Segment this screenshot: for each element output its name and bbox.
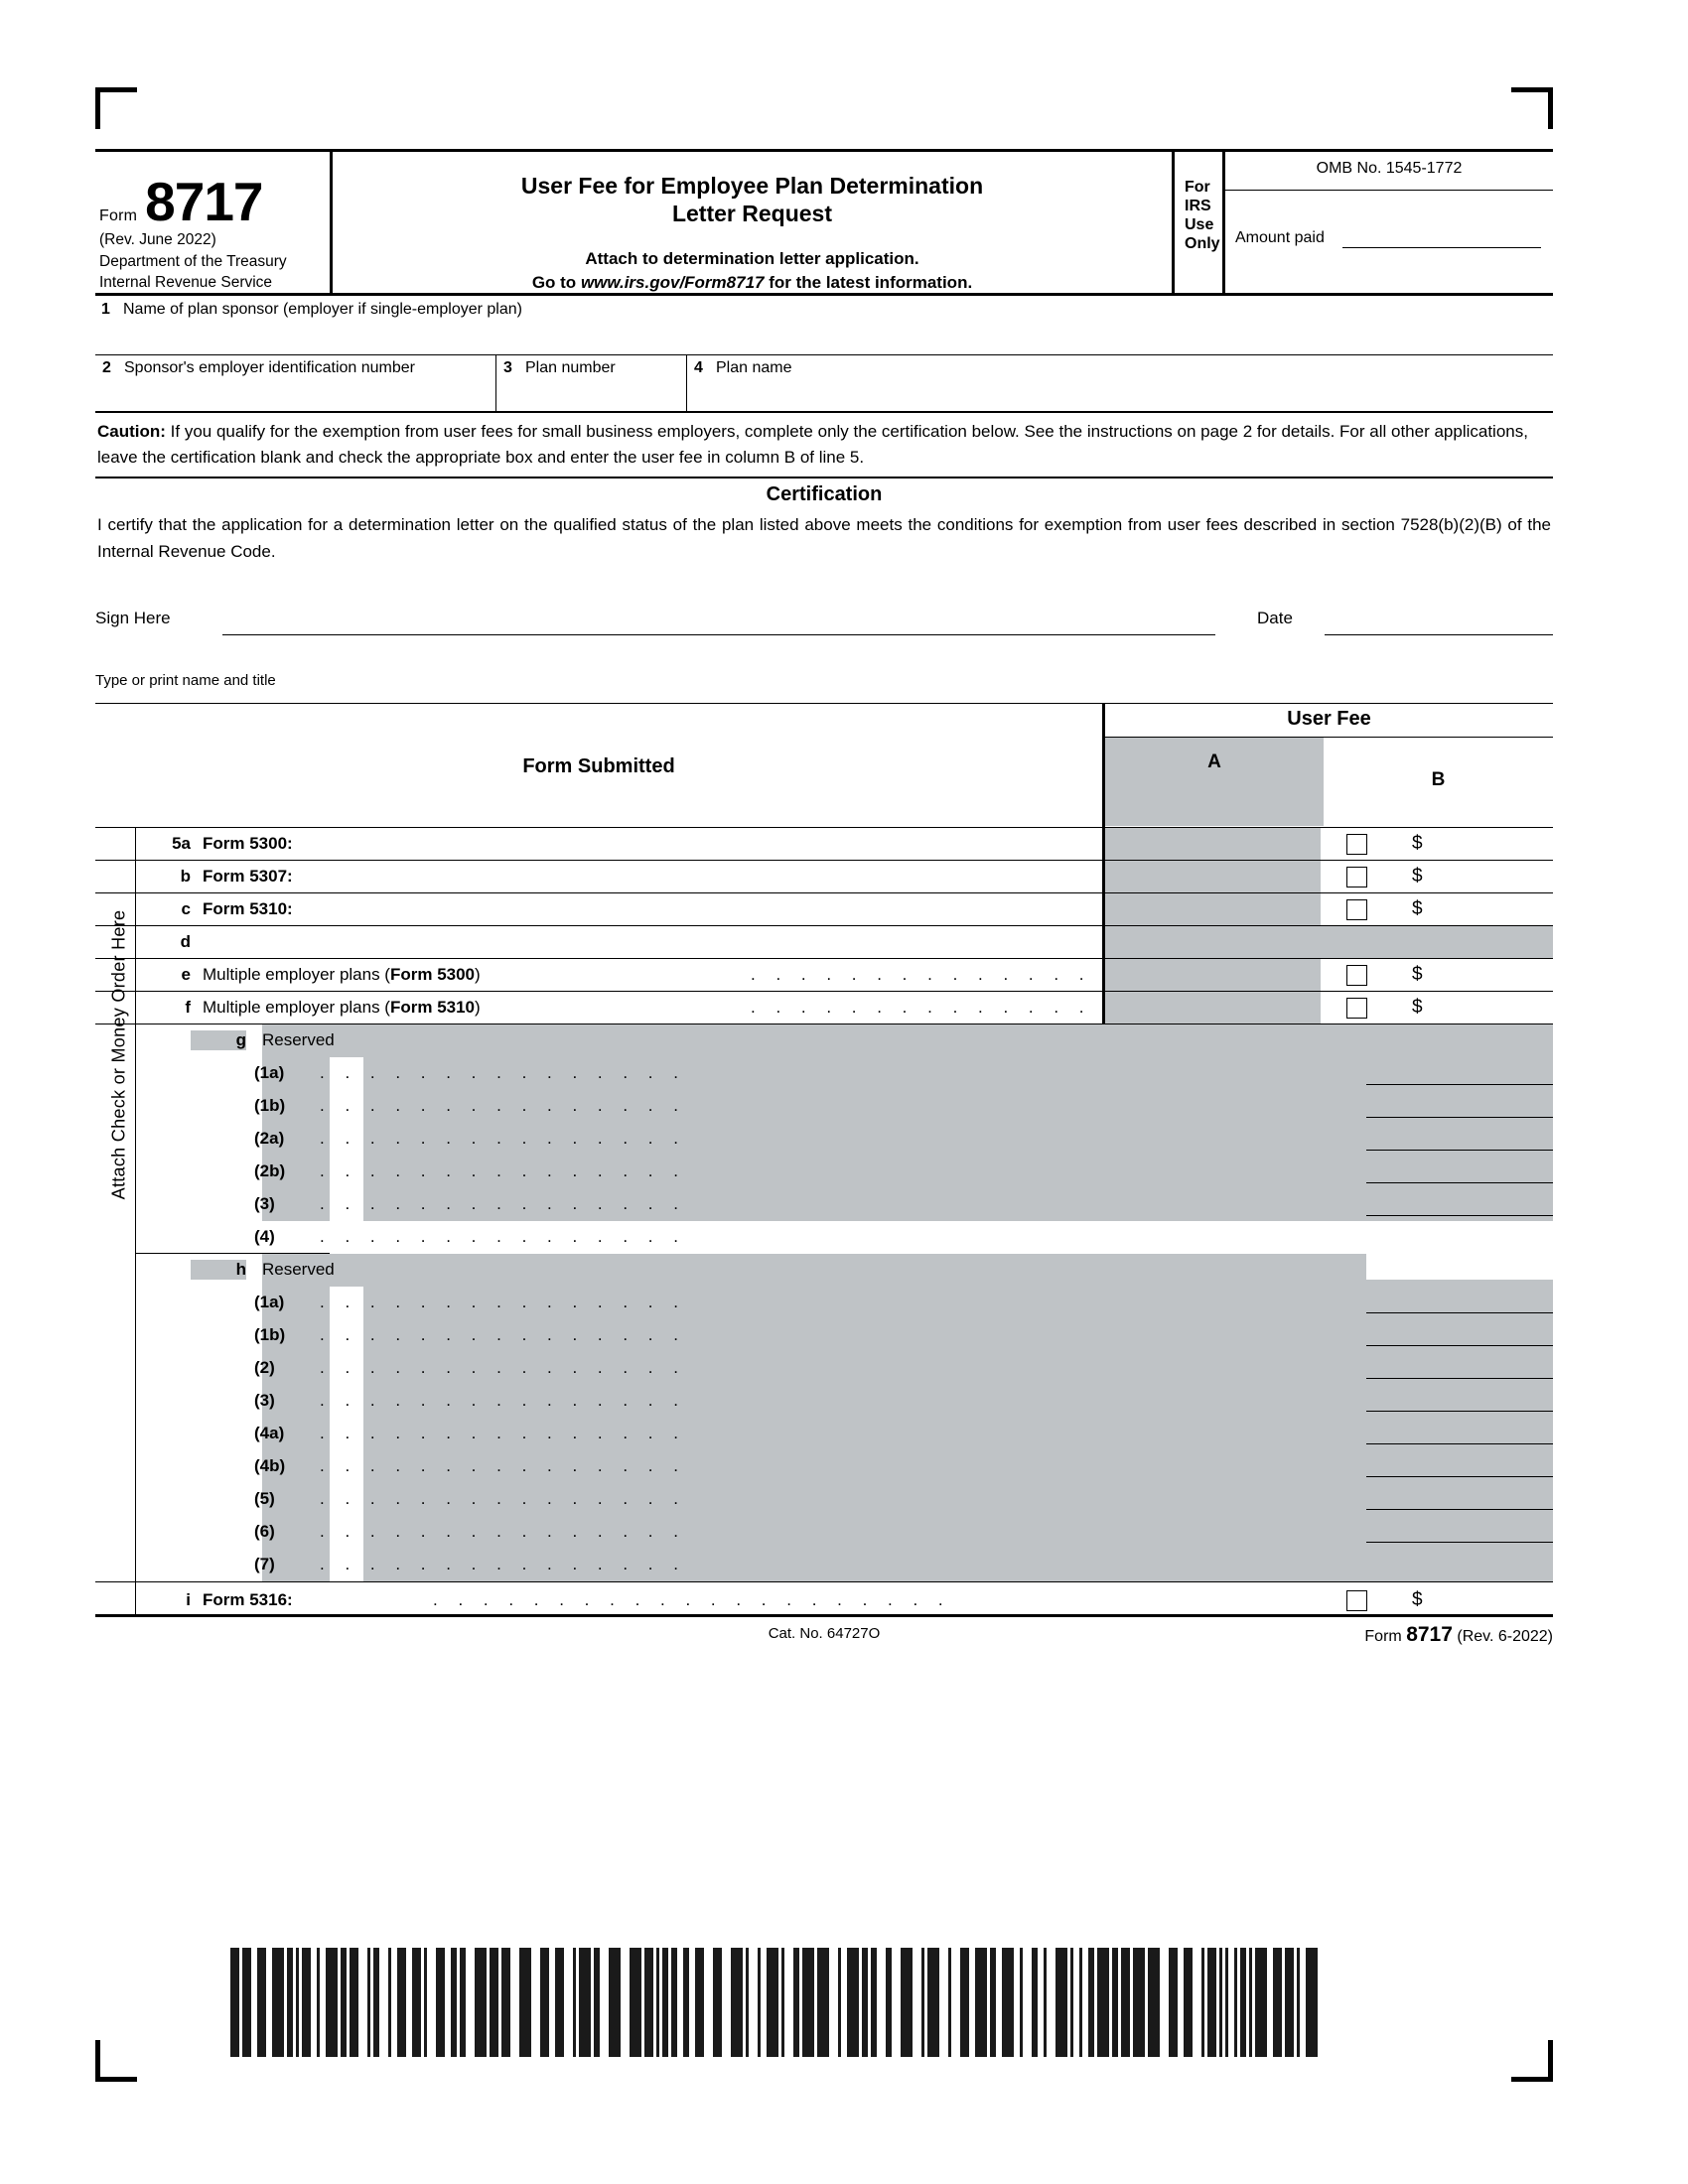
line-4-number: 4 (694, 359, 703, 376)
row-label: Reserved (262, 1030, 335, 1049)
goto-tail: for the latest information. (769, 273, 973, 292)
row-label: Multiple employer plans (Form 5310) (203, 998, 481, 1017)
row-column-b (1321, 959, 1553, 991)
line-1-row[interactable] (95, 296, 1553, 355)
leader-dots: . . . . . . . . . . . . . . . (320, 1063, 686, 1082)
crop-mark-bottom-right (1511, 2040, 1553, 2082)
sign-here-label: Sign Here (95, 609, 171, 627)
form-number: 8717 (145, 171, 263, 232)
list-item (95, 1221, 1553, 1254)
table-row[interactable] (95, 992, 1553, 1024)
fee-table-header (95, 704, 1553, 827)
omb-block (1225, 152, 1553, 293)
form-url-link[interactable]: www.irs.gov/Form8717 (580, 273, 765, 292)
row-code: (2) (254, 1358, 275, 1377)
caution-text: If you qualify for the exemption from user fees for small business employers, complete only the certification below. See the instructions on page 2 for details. For all other applications, leave the certification blank and check the appropriate box and enter the user fee in column B of line 5. (97, 422, 1528, 467)
barcode (230, 1948, 1323, 2057)
row-code: (3) (254, 1194, 275, 1213)
row-code: (3) (254, 1391, 275, 1410)
dollar-sign: $ (1412, 866, 1423, 887)
list-item (95, 1057, 1553, 1090)
dollar-sign: $ (1412, 1589, 1423, 1610)
for-irs-use-only-block (1175, 152, 1222, 293)
form-body (95, 149, 1553, 1659)
row-code: (2b) (254, 1161, 286, 1180)
footer-form-label: Form (1364, 1628, 1402, 1645)
irs-use-line-2: Use (1185, 216, 1214, 233)
certification-heading: Certification (766, 483, 883, 505)
list-item (95, 1516, 1553, 1549)
signature-row (95, 595, 1553, 660)
fee-table-body (95, 827, 1553, 1617)
row-column-b (1321, 992, 1553, 1024)
row-label-bold: Form 5310 (389, 998, 476, 1017)
caution-note (95, 413, 1553, 478)
row-label: Form 5316: (203, 1590, 293, 1609)
leader-dots: . . . . . . . . . . . . . . . (320, 1456, 686, 1475)
leader-dots: . . . . . . . . . . . . . . . (320, 1522, 686, 1541)
row-code: b (180, 867, 191, 886)
list-item (95, 1319, 1553, 1352)
user-fee-header-label: User Fee (1105, 704, 1553, 738)
row-column-a (1102, 926, 1321, 958)
row-column-b (1321, 926, 1553, 958)
leader-dots: . . . . . . . . . . . . . . . . . . . . . (433, 1590, 951, 1609)
amount-paid-label: Amount paid (1235, 229, 1325, 246)
table-row[interactable] (95, 828, 1553, 861)
row-label: Form 5310: (203, 899, 293, 918)
row-code: g (191, 1030, 246, 1050)
form-title-line-1: User Fee for Employee Plan Determination (520, 173, 984, 199)
row-code: (6) (254, 1522, 275, 1541)
list-item (95, 1188, 1553, 1221)
row-code: (1a) (254, 1293, 285, 1311)
certification-body: I certify that the application for a determination letter on the qualified status of the plan listed above meets the conditions for exemption from user fees described in section 7528(b)(2)(B) of the Internal Revenue Code. (97, 515, 1551, 561)
row-column-b (1321, 861, 1553, 892)
row-code: (1b) (254, 1096, 286, 1115)
catalog-number: Cat. No. 64727O (768, 1625, 881, 1642)
list-item (95, 1450, 1553, 1483)
user-fee-header-cell (1102, 704, 1553, 827)
goto-label: Go to (531, 273, 577, 292)
line-3-cell[interactable] (496, 355, 687, 413)
row-code: (4a) (254, 1424, 285, 1442)
table-row[interactable] (95, 959, 1553, 992)
attach-check-sidebar-label: Attach Check or Money Order Here (108, 909, 129, 1200)
department-line: Department of the Treasury (99, 253, 287, 270)
row-checkbox[interactable] (1346, 998, 1367, 1019)
date-input-line[interactable] (1325, 634, 1553, 635)
table-row[interactable] (95, 861, 1553, 893)
row-checkbox[interactable] (1346, 834, 1367, 855)
row-code: (1a) (254, 1063, 285, 1082)
omb-number: OMB No. 1545-1772 (1316, 160, 1463, 177)
list-item (95, 1549, 1553, 1581)
row-column-a (1102, 861, 1321, 892)
column-b-header: B (1431, 769, 1446, 790)
leader-dots: . . . . . . . . . . . . . . . (320, 1489, 686, 1508)
attach-instruction: Attach to determination letter application. (585, 249, 919, 268)
row-code: e (181, 965, 191, 984)
leader-dots: . . . . . . . . . . . . . . . (320, 1555, 686, 1573)
irs-use-line-3: Only (1185, 235, 1220, 252)
footer-form-id (1364, 1623, 1553, 1647)
leader-dots: . . . . . . . . . . . . . . . (320, 1096, 686, 1115)
leader-dots: . . . . . . . . . . . . . . . (320, 1129, 686, 1148)
signature-input-line[interactable] (222, 634, 1215, 635)
omb-divider (1225, 190, 1553, 191)
leader-dots: . . . . . . . . . . . . . . (751, 998, 1092, 1017)
form-header (95, 149, 1553, 296)
row-column-b (1321, 893, 1553, 925)
row-column-b (1321, 1582, 1553, 1614)
form-submitted-header-cell (95, 704, 1102, 827)
list-item (95, 1352, 1553, 1385)
row-code: f (185, 998, 191, 1017)
row-column-b (1321, 828, 1553, 860)
dollar-sign: $ (1412, 833, 1423, 854)
form-title-line-2: Letter Request (671, 201, 833, 226)
crop-mark-top-right (1511, 87, 1553, 129)
row-label: Form 5300: (203, 834, 293, 853)
form-revision-date: (Rev. June 2022) (99, 231, 216, 248)
list-item (95, 1123, 1553, 1156)
column-a-header: A (1105, 738, 1324, 826)
leader-dots: . . . . . . . . . . . . . . . (320, 1424, 686, 1442)
row-code: d (180, 932, 191, 951)
line-4-cell[interactable] (687, 355, 1553, 413)
line-1-number: 1 (101, 301, 110, 318)
footer-form-number: 8717 (1406, 1623, 1453, 1646)
row-column-a (1102, 828, 1321, 860)
form-title-block (333, 152, 1172, 293)
row-label-bold: Form 5300 (389, 965, 476, 984)
agency-line: Internal Revenue Service (99, 274, 273, 291)
lines-2-3-4-row (95, 355, 1553, 413)
irs-use-line-1: IRS (1185, 198, 1211, 214)
row-label: Multiple employer plans (Form 5300) (203, 965, 481, 984)
line-2-cell[interactable] (95, 355, 496, 413)
list-item (95, 1385, 1553, 1418)
dollar-sign: $ (1412, 898, 1423, 919)
reserved-h-row (95, 1254, 1553, 1287)
leader-dots: . . . . . . . . . . . . . . . (320, 1194, 686, 1213)
row-checkbox[interactable] (1346, 965, 1367, 986)
leader-dots: . . . . . . . . . . . . . . (751, 965, 1092, 984)
leader-dots: . . . . . . . . . . . . . . . (320, 1391, 686, 1410)
row-code: (4b) (254, 1456, 286, 1475)
row-code: i (186, 1590, 191, 1609)
dollar-sign: $ (1412, 997, 1423, 1018)
type-or-print-label: Type or print name and title (95, 672, 276, 689)
row-code: (5) (254, 1489, 275, 1508)
row-code: h (191, 1260, 246, 1280)
table-row[interactable] (95, 893, 1553, 926)
reserved-g-block (95, 1024, 1553, 1254)
reserved-h-block (95, 1254, 1553, 1581)
leader-dots: . . . . . . . . . . . . . . . (320, 1161, 686, 1180)
line-3-number: 3 (503, 359, 512, 376)
form-identity-block (95, 152, 330, 293)
line-3-label: Plan number (525, 359, 616, 376)
row-column-a (1102, 959, 1321, 991)
list-item (95, 1090, 1553, 1123)
row-checkbox[interactable] (1346, 867, 1367, 887)
leader-dots: . . . . . . . . . . . . . . . (320, 1325, 686, 1344)
line-2-label: Sponsor's employer identification number (124, 359, 415, 376)
irs-use-line-0: For (1185, 179, 1210, 196)
leader-dots: . . . . . . . . . . . . . . . (320, 1227, 686, 1246)
row-code: c (181, 899, 191, 918)
reserved-g-row (95, 1024, 1553, 1057)
row-column-a (1102, 893, 1321, 925)
table-row (95, 926, 1553, 959)
row-column-a (1102, 992, 1321, 1024)
row-label: Reserved (262, 1260, 335, 1279)
crop-mark-top-left (95, 87, 137, 129)
row-label: Form 5307: (203, 867, 293, 886)
dollar-sign: $ (1412, 964, 1423, 985)
row-checkbox[interactable] (1346, 899, 1367, 920)
line-2-number: 2 (102, 359, 111, 376)
list-item (95, 1156, 1553, 1188)
date-label: Date (1257, 609, 1293, 627)
row-checkbox[interactable] (1346, 1590, 1367, 1611)
amount-paid-input-line[interactable] (1342, 247, 1541, 248)
form-footer (95, 1625, 1553, 1659)
crop-mark-bottom-left (95, 2040, 137, 2082)
caution-label: Caution: (97, 422, 166, 441)
goto-instruction (333, 271, 1172, 295)
list-item (95, 1287, 1553, 1319)
line-4-label: Plan name (716, 359, 792, 376)
row-code: (1b) (254, 1325, 286, 1344)
line-1-label: Name of plan sponsor (employer if single-employer plan) (123, 301, 522, 318)
form-word-label: Form (99, 207, 138, 224)
leader-dots: . . . . . . . . . . . . . . . (320, 1293, 686, 1311)
row-code: 5a (172, 834, 191, 853)
row-code: (2a) (254, 1129, 285, 1148)
table-row[interactable] (95, 1581, 1553, 1617)
user-fee-table (95, 703, 1553, 1617)
list-item (95, 1483, 1553, 1516)
form-submitted-header-label: Form Submitted (522, 755, 675, 777)
list-item (95, 1418, 1553, 1450)
leader-dots: . . . . . . . . . . . . . . . (320, 1358, 686, 1377)
row-code: (7) (254, 1555, 275, 1573)
row-code: (4) (254, 1227, 275, 1246)
footer-revision: (Rev. 6-2022) (1457, 1628, 1553, 1645)
